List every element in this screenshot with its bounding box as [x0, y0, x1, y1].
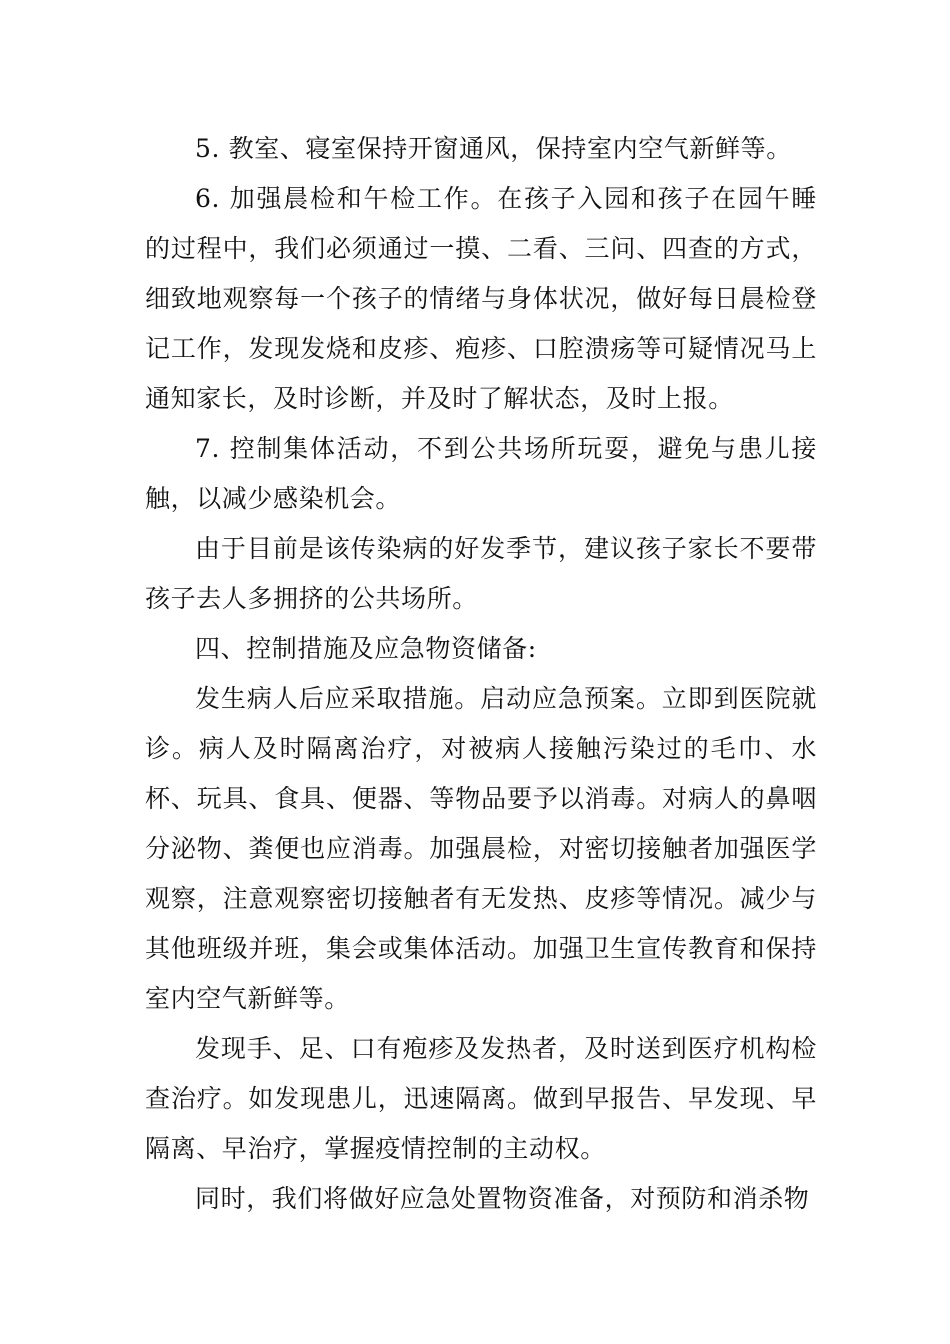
paragraph-ventilation: 5. 教室、寝室保持开窗通风，保持室内空气新鲜等。 — [195, 134, 792, 163]
section-heading-control-measures: 四、控制措施及应急物资储备: — [195, 634, 537, 663]
paragraph-season-advice: 由于目前是该传染病的好发季节，建议孩子家长不要带孩子去人多拥挤的公共场所。 — [145, 534, 817, 613]
paragraph-group-activity: 7. 控制集体活动，不到公共场所玩耍，避免与患儿接触，以减少感染机会。 — [145, 434, 817, 513]
paragraph-early-detection: 发现手、足、口有疱疹及发热者，及时送到医疗机构检查治疗。如发现患儿，迅速隔离。做到早报告、早发现、早隔离、早治疗，掌握疫情控制的主动权。 — [145, 1034, 817, 1163]
paragraph-patient-measures: 发生病人后应采取措施。启动应急预案。立即到医院就诊。病人及时隔离治疗，对被病人接触污染过的毛巾、水杯、玩具、食具、便器、等物品要予以消毒。对病人的鼻咽分泌物、粪便也应消毒。加强晨检，对密切接触者加强医学观察，注意观察密切接触者有无发热、皮疹等情况。减少与其他班级并班，集会或集体活动。加强卫生宣传教育和保持室内空气新鲜等。 — [145, 684, 817, 1013]
paragraph-emergency-supplies: 同时，我们将做好应急处置物资准备，对预防和消杀物 — [195, 1184, 810, 1213]
paragraph-morning-check: 6. 加强晨检和午检工作。在孩子入园和孩子在园午睡的过程中，我们必须通过一摸、二看、三问、四查的方式，细致地观察每一个孩子的情绪与身体状况，做好每日晨检登记工作，发现发烧和皮疹、疱疹、口腔溃疡等可疑情况马上通知家长，及时诊断，并及时了解状态，及时上报。 — [145, 184, 817, 413]
document-body — [145, 124, 817, 1224]
